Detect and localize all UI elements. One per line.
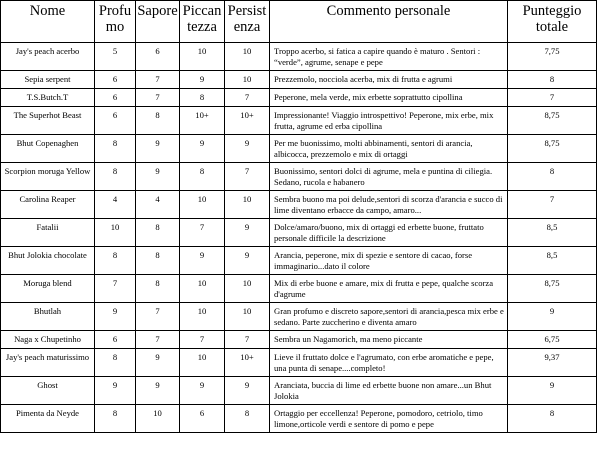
profumo-cell: 8: [95, 135, 136, 163]
piccantezza-cell: 7: [180, 331, 225, 349]
sapore-cell: 4: [136, 191, 180, 219]
piccantezza-cell: 10+: [180, 107, 225, 135]
profumo-cell: 9: [95, 377, 136, 405]
sapore-cell: 7: [136, 303, 180, 331]
commento-cell: Lieve il fruttato dolce e l'agrumato, con erbe aromatiche e pepe, una punta di senape....completo!: [270, 349, 508, 377]
persistenza-cell: 10+: [225, 107, 270, 135]
commento-cell: Aranciata, buccia di lime ed erbette buone non amare...un Bhut Jolokia: [270, 377, 508, 405]
piccantezza-cell: 6: [180, 405, 225, 433]
commento-cell: Ortaggio per eccellenza! Peperone, pomodoro, cetriolo, timo limone,orticole verdi e sentore di pomo e pepe: [270, 405, 508, 433]
profumo-cell: 10: [95, 219, 136, 247]
persistenza-cell: 7: [225, 89, 270, 107]
header-sapore: Sapore: [136, 1, 180, 43]
pepper-name-cell: Scorpion moruga Yellow: [1, 163, 95, 191]
persistenza-cell: 7: [225, 163, 270, 191]
punteggio-cell: 8: [508, 163, 597, 191]
piccantezza-cell: 10: [180, 275, 225, 303]
commento-cell: Gran profumo e discreto sapore,sentori di arancia,pesca mix erbe e sedano. Parte zuccherino e diventa amaro: [270, 303, 508, 331]
sapore-cell: 7: [136, 71, 180, 89]
sapore-cell: 9: [136, 163, 180, 191]
profumo-cell: 8: [95, 349, 136, 377]
punteggio-cell: 8,75: [508, 275, 597, 303]
header-profumo: Profu mo: [95, 1, 136, 43]
punteggio-cell: 8,75: [508, 135, 597, 163]
header-persistenza: Persist enza: [225, 1, 270, 43]
table-row: [1, 219, 597, 247]
piccantezza-cell: 9: [180, 377, 225, 405]
punteggio-cell: 7: [508, 191, 597, 219]
pepper-name-cell: Pimenta da Neyde: [1, 405, 95, 433]
table-row: [1, 163, 597, 191]
piccantezza-cell: 8: [180, 163, 225, 191]
commento-cell: Arancia, peperone, mix di spezie e sentore di cacao, forse immaginario...dato il colore: [270, 247, 508, 275]
profumo-cell: 8: [95, 163, 136, 191]
sapore-cell: 7: [136, 331, 180, 349]
punteggio-cell: 8,5: [508, 219, 597, 247]
pepper-name-cell: The Superhot Beast: [1, 107, 95, 135]
pepper-name-cell: Bhut Jolokia chocolate: [1, 247, 95, 275]
commento-cell: Dolce/amaro/buono, mix di ortaggi ed erbette buone, fruttato personale difficile la descrizione: [270, 219, 508, 247]
table-row: [1, 107, 597, 135]
table-row: [1, 331, 597, 349]
persistenza-cell: 9: [225, 135, 270, 163]
table-row: [1, 71, 597, 89]
header-row: [1, 1, 597, 43]
piccantezza-cell: 10: [180, 43, 225, 71]
commento-cell: Buonissimo, sentori dolci di agrume, mela e puntina di ciliegia. Sedano, rucola e habanero: [270, 163, 508, 191]
persistenza-cell: 10: [225, 191, 270, 219]
pepper-name-cell: Carolina Reaper: [1, 191, 95, 219]
header-punteggio: Punteggio totale: [508, 1, 597, 43]
pepper-name-cell: Jay's peach maturissimo: [1, 349, 95, 377]
pepper-name-cell: Bhutlah: [1, 303, 95, 331]
persistenza-cell: 9: [225, 377, 270, 405]
piccantezza-cell: 9: [180, 71, 225, 89]
persistenza-cell: 8: [225, 405, 270, 433]
persistenza-cell: 10: [225, 303, 270, 331]
piccantezza-cell: 9: [180, 135, 225, 163]
pepper-name-cell: Bhut Copenaghen: [1, 135, 95, 163]
header-piccantezza: Piccan tezza: [180, 1, 225, 43]
commento-cell: Sembra buono ma poi delude,sentori di scorza d'arancia e succo di lime diventano erbacce da campo, amaro...: [270, 191, 508, 219]
piccantezza-cell: 10: [180, 349, 225, 377]
sapore-cell: 8: [136, 107, 180, 135]
pepper-name-cell: Moruga blend: [1, 275, 95, 303]
table-row: [1, 303, 597, 331]
sapore-cell: 8: [136, 247, 180, 275]
punteggio-cell: 8: [508, 71, 597, 89]
punteggio-cell: 7,75: [508, 43, 597, 71]
table-row: [1, 349, 597, 377]
profumo-cell: 9: [95, 303, 136, 331]
commento-cell: Troppo acerbo, si fatica a capire quando è maturo . Sentori : “verde”, agrume, senape e pepe: [270, 43, 508, 71]
pepper-name-cell: Sepia serpent: [1, 71, 95, 89]
sapore-cell: 9: [136, 135, 180, 163]
profumo-cell: 6: [95, 331, 136, 349]
sapore-cell: 9: [136, 377, 180, 405]
header-nome: Nome: [1, 1, 95, 43]
sapore-cell: 8: [136, 275, 180, 303]
persistenza-cell: 10+: [225, 349, 270, 377]
piccantezza-cell: 8: [180, 89, 225, 107]
commento-cell: Per me buonissimo, molti abbinamenti, sentori di arancia, albicocca, prezzemolo e mix di ortaggi: [270, 135, 508, 163]
persistenza-cell: 9: [225, 219, 270, 247]
table-row: [1, 135, 597, 163]
punteggio-cell: 8,75: [508, 107, 597, 135]
piccantezza-cell: 7: [180, 219, 225, 247]
profumo-cell: 8: [95, 405, 136, 433]
sapore-cell: 6: [136, 43, 180, 71]
persistenza-cell: 7: [225, 331, 270, 349]
piccantezza-cell: 10: [180, 191, 225, 219]
table-row: [1, 191, 597, 219]
sapore-cell: 10: [136, 405, 180, 433]
sapore-cell: 8: [136, 219, 180, 247]
profumo-cell: 7: [95, 275, 136, 303]
profumo-cell: 4: [95, 191, 136, 219]
commento-cell: Prezzemolo, nocciola acerba, mix di frutta e agrumi: [270, 71, 508, 89]
sapore-cell: 7: [136, 89, 180, 107]
persistenza-cell: 10: [225, 275, 270, 303]
pepper-name-cell: Jay's peach acerbo: [1, 43, 95, 71]
table-body: [1, 43, 597, 433]
table-row: [1, 247, 597, 275]
profumo-cell: 8: [95, 247, 136, 275]
punteggio-cell: 7: [508, 89, 597, 107]
pepper-name-cell: Fatalii: [1, 219, 95, 247]
table-row: [1, 275, 597, 303]
punteggio-cell: 9: [508, 303, 597, 331]
persistenza-cell: 10: [225, 43, 270, 71]
sapore-cell: 9: [136, 349, 180, 377]
pepper-name-cell: Naga x Chupetinho: [1, 331, 95, 349]
commento-cell: Impressionante! Viaggio introspettivo! Peperone, mix erbe, mix frutta, agrume ed erba cipollina: [270, 107, 508, 135]
profumo-cell: 6: [95, 89, 136, 107]
table-row: [1, 377, 597, 405]
punteggio-cell: 9: [508, 377, 597, 405]
pepper-name-cell: Ghost: [1, 377, 95, 405]
profumo-cell: 6: [95, 71, 136, 89]
table-row: [1, 405, 597, 433]
piccantezza-cell: 10: [180, 303, 225, 331]
commento-cell: Sembra un Nagamorich, ma meno piccante: [270, 331, 508, 349]
persistenza-cell: 9: [225, 247, 270, 275]
table-row: [1, 89, 597, 107]
punteggio-cell: 8: [508, 405, 597, 433]
commento-cell: Peperone, mela verde, mix erbette soprattutto cipollina: [270, 89, 508, 107]
profumo-cell: 6: [95, 107, 136, 135]
piccantezza-cell: 9: [180, 247, 225, 275]
punteggio-cell: 8,5: [508, 247, 597, 275]
punteggio-cell: 6,75: [508, 331, 597, 349]
pepper-name-cell: T.S.Butch.T: [1, 89, 95, 107]
persistenza-cell: 10: [225, 71, 270, 89]
table-row: [1, 43, 597, 71]
commento-cell: Mix di erbe buone e amare, mix di frutta e pepe, qualche scorza d'agrume: [270, 275, 508, 303]
profumo-cell: 5: [95, 43, 136, 71]
header-commento: Commento personale: [270, 1, 508, 43]
punteggio-cell: 9,37: [508, 349, 597, 377]
